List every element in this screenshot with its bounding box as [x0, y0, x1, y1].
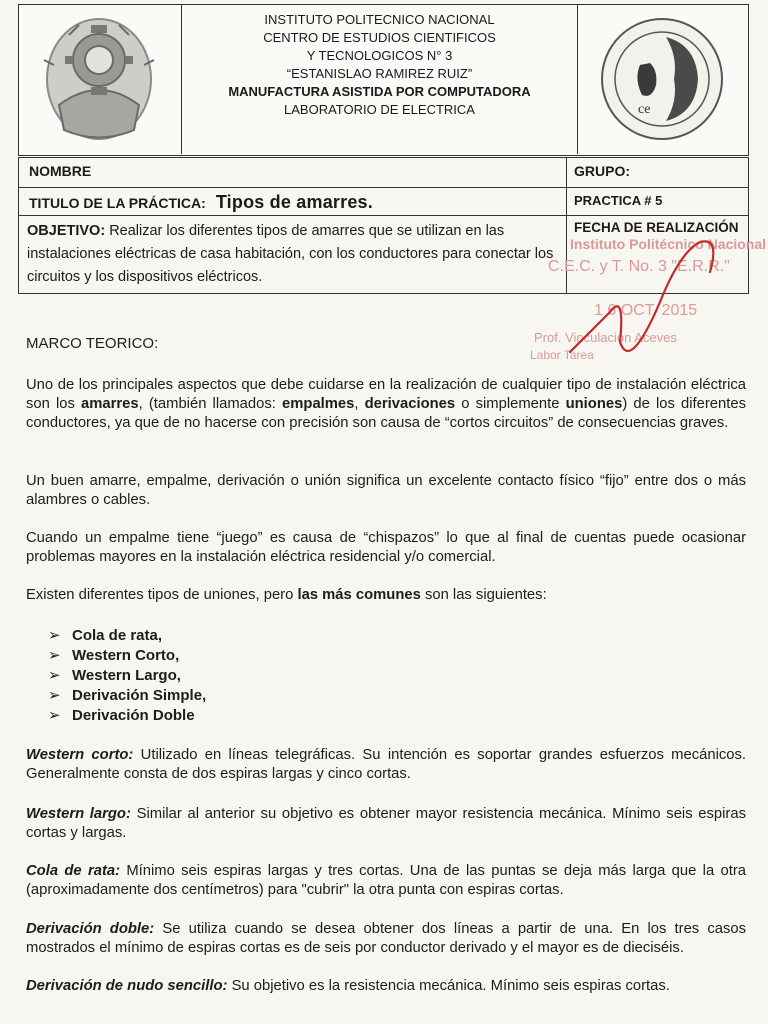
arrow-bullet-icon: ➢	[48, 647, 61, 664]
definition-cola-de-rata	[26, 862, 746, 900]
list-item-label: Western Largo,	[72, 667, 181, 684]
types-list-container	[26, 626, 746, 726]
document-header	[18, 4, 749, 156]
practica-number: PRACTICA # 5	[574, 193, 663, 208]
titulo-label: TITULO DE LA PRÁCTICA:	[29, 195, 206, 211]
arrow-bullet-icon: ➢	[48, 667, 61, 684]
nombre-label: NOMBRE	[29, 163, 92, 179]
types-list	[26, 626, 746, 726]
definition-text: Mínimo seis espiras largas y tres cortas. Una de las puntas se deja más larga que la otra (aproximadamente dos centímetros) para "cubrir" la otra punta con espiras cortas.	[26, 863, 746, 898]
paragraph-2: Un buen amarre, empalme, derivación o unión significa un excelente contacto físico “fijo” entre dos o más alambres o cables.	[26, 473, 746, 508]
titulo-value: Tipos de amarres.	[215, 192, 373, 212]
header-line-4: “ESTANISLAO RAMIREZ RUIZ”	[286, 66, 473, 81]
definition-term: Western corto:	[26, 747, 134, 763]
header-line-1: INSTITUTO POLITECNICO NACIONAL	[264, 12, 495, 27]
p1-amarres: amarres	[81, 396, 139, 412]
titulo-row	[29, 192, 373, 213]
definition-western-largo	[26, 805, 746, 843]
list-item-label: Cola de rata,	[72, 627, 163, 644]
p1-derivaciones: derivaciones	[364, 396, 456, 412]
p1-empalmes: empalmes	[282, 396, 355, 412]
form-row-3	[19, 215, 748, 216]
definition-derivacion-doble	[26, 920, 746, 958]
definition-nudo-sencillo	[26, 977, 746, 996]
form-row-top	[19, 157, 748, 158]
paragraph-1	[26, 376, 746, 433]
definition-western-corto	[26, 746, 746, 784]
list-item-label: Derivación Simple,	[72, 687, 207, 704]
arrow-bullet-icon: ➢	[48, 627, 61, 644]
paragraph-4	[26, 586, 746, 605]
stamp-line-1: Instituto Politécnico Nacional	[570, 236, 767, 252]
definition-term: Derivación doble:	[26, 921, 155, 937]
marco-teorico-title: MARCO TEORICO:	[26, 335, 159, 352]
stamp-line-4: Prof. Vinculación Aceves	[534, 330, 677, 345]
definition-text: Se utiliza cuando se desea obtener dos líneas a partir de una. En los tres casos mostrados el mínimo de espiras cortas es de seis por conductor derivado y el mayor es de dieciséis.	[26, 921, 747, 956]
list-item	[26, 706, 746, 726]
ipn-logo	[19, 5, 182, 154]
definition-text: Similar al anterior su objetivo es obtener mayor resistencia mecánica. Mínimo seis espiras cortas y largas.	[26, 806, 746, 841]
p4-bold: las más comunes	[297, 587, 421, 603]
institution-title	[182, 11, 577, 119]
arrow-bullet-icon: ➢	[48, 707, 61, 724]
stamp-line-5: Labor Tarea	[530, 348, 594, 362]
stamp-line-2: C.E.C. y T. No. 3 "E.R.R."	[548, 258, 730, 275]
header-line-5: MANUFACTURA ASISTIDA POR COMPUTADORA	[228, 84, 531, 99]
objetivo-text: Realizar los diferentes tipos de amarres que se utilizan en las instalaciones eléctricas de casa habitación, con los conductores para conectar los circuitos y los dispositivos eléctricos.	[27, 223, 554, 285]
fecha-label: FECHA DE REALIZACIÓN	[574, 220, 739, 235]
paragraph-3: Cuando un empalme tiene “juego” es causa de “chispazos” lo que al final de cuentas puede ocasionar problemas mayores en la instalación eléctrica residencial y/o comercial.	[26, 530, 746, 565]
list-item	[26, 666, 746, 686]
header-line-3: Y TECNOLOGICOS N° 3	[306, 48, 453, 63]
p4-text-a: Existen diferentes tipos de uniones, pero	[26, 587, 298, 603]
list-item	[26, 686, 746, 706]
definition-text: Utilizado en líneas telegráficas. Su intención es soportar grandes esfuerzos mecánicos. Generalmente consta de dos espiras largas y cinco cortas.	[26, 747, 746, 782]
objetivo-label: OBJETIVO:	[27, 223, 106, 239]
definition-term: Derivación de nudo sencillo:	[26, 978, 228, 994]
definition-text: Su objetivo es la resistencia mecánica. Mínimo seis espiras cortas.	[227, 978, 670, 994]
form-row-2	[19, 187, 748, 188]
list-item	[26, 646, 746, 666]
stamp-date: 1 6 OCT. 2015	[594, 302, 698, 319]
definition-term: Western largo:	[26, 806, 131, 822]
p1-text-a: Uno de los principales aspectos que debe cuidarse en la realización de cualquier tipo de instalación eléctrica son los	[26, 377, 746, 412]
arrow-bullet-icon: ➢	[48, 687, 61, 704]
svg-text:ce: ce	[638, 102, 651, 117]
p1-text-c: , (también llamados:	[138, 396, 283, 412]
p1-text-i: ) de los diferentes conductores, ya que de no hacerse con precisión son causa de “cortos circuitos” de consecuencias graves.	[26, 396, 746, 431]
objetivo-block	[27, 220, 557, 289]
grupo-label: GRUPO:	[574, 163, 630, 179]
p1-uniones: uniones	[565, 396, 623, 412]
p4-text-c: son las siguientes:	[420, 587, 547, 603]
list-item	[26, 626, 746, 646]
header-line-2: CENTRO DE ESTUDIOS CIENTIFICOS	[263, 30, 496, 45]
p1-text-g: o simplemente	[455, 396, 566, 412]
cecyt-logo	[577, 5, 748, 154]
header-line-6: LABORATORIO DE ELECTRICA	[284, 102, 475, 117]
definition-term: Cola de rata:	[26, 863, 121, 879]
list-item-label: Derivación Doble	[72, 707, 195, 724]
p1-text-e: ,	[354, 396, 365, 412]
list-item-label: Western Corto,	[72, 647, 180, 664]
